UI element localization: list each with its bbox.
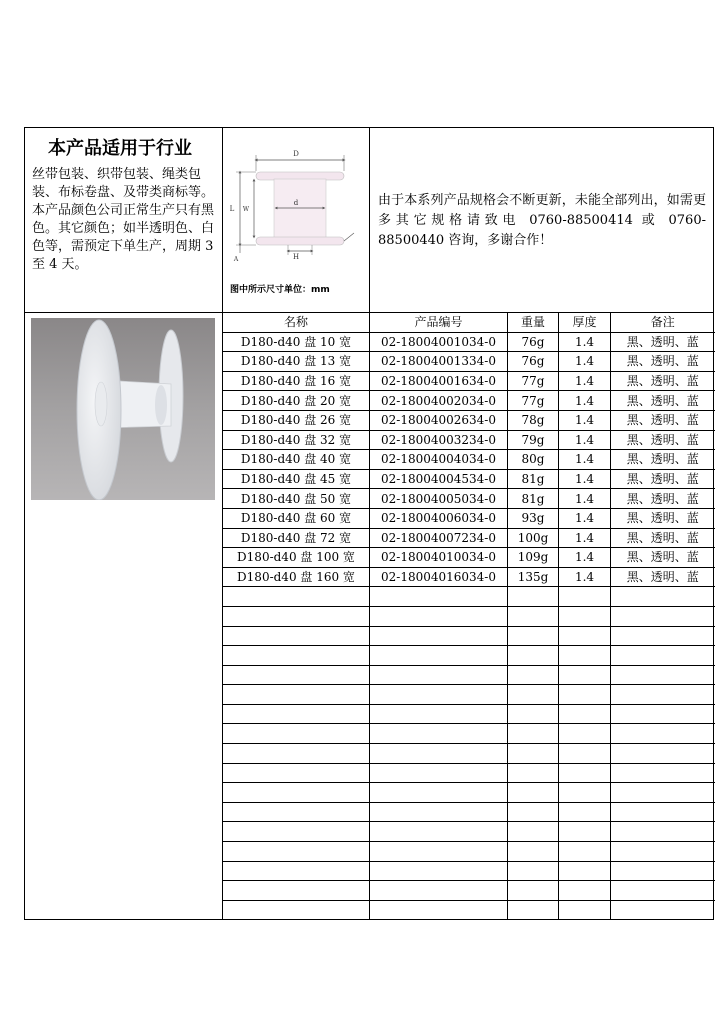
cell-weight bbox=[508, 881, 559, 901]
table-row bbox=[223, 567, 715, 587]
cell-remarks bbox=[611, 626, 715, 646]
cell-remarks: 黑、透明、蓝 bbox=[611, 508, 715, 528]
cell-name bbox=[223, 842, 370, 862]
cell-code bbox=[370, 606, 508, 626]
table-row bbox=[223, 489, 715, 509]
cell-name bbox=[223, 646, 370, 666]
cell-name: D180-d40 盘 13 宽 bbox=[223, 352, 370, 372]
cell-weight: 93g bbox=[508, 508, 559, 528]
cell-remarks bbox=[611, 763, 715, 783]
cell-code: 02-18004004534-0 bbox=[370, 469, 508, 489]
cell-thickness bbox=[559, 724, 611, 744]
cell-code bbox=[370, 587, 508, 607]
cell-code bbox=[370, 744, 508, 764]
cell-remarks: 黑、透明、蓝 bbox=[611, 410, 715, 430]
cell-thickness bbox=[559, 646, 611, 666]
table-row bbox=[223, 763, 715, 783]
cell-remarks: 黑、透明、蓝 bbox=[611, 371, 715, 391]
cell-thickness: 1.4 bbox=[559, 332, 611, 352]
cell-weight: 100g bbox=[508, 528, 559, 548]
cell-remarks bbox=[611, 587, 715, 607]
cell-weight bbox=[508, 900, 559, 919]
header-weight: 重量 bbox=[508, 313, 559, 332]
cell-remarks: 黑、透明、蓝 bbox=[611, 430, 715, 450]
table-row bbox=[223, 410, 715, 430]
cell-name: D180-d40 盘 160 宽 bbox=[223, 567, 370, 587]
cell-weight bbox=[508, 665, 559, 685]
table-row bbox=[223, 881, 715, 901]
cell-name bbox=[223, 626, 370, 646]
table-row bbox=[223, 391, 715, 411]
cell-remarks: 黑、透明、蓝 bbox=[611, 528, 715, 548]
cell-name bbox=[223, 587, 370, 607]
cell-code bbox=[370, 861, 508, 881]
cell-name bbox=[223, 861, 370, 881]
cell-thickness: 1.4 bbox=[559, 528, 611, 548]
header-code: 产品编号 bbox=[370, 313, 508, 332]
cell-name bbox=[223, 900, 370, 919]
cell-thickness: 1.4 bbox=[559, 391, 611, 411]
cell-thickness bbox=[559, 763, 611, 783]
cell-thickness: 1.4 bbox=[559, 450, 611, 470]
cell-weight: 76g bbox=[508, 352, 559, 372]
cell-remarks bbox=[611, 646, 715, 666]
cell-thickness: 1.4 bbox=[559, 489, 611, 509]
table-row bbox=[223, 626, 715, 646]
divider-diagram-notice bbox=[369, 127, 370, 313]
cell-name: D180-d40 盘 72 宽 bbox=[223, 528, 370, 548]
cell-thickness: 1.4 bbox=[559, 567, 611, 587]
cell-weight bbox=[508, 724, 559, 744]
table-row bbox=[223, 469, 715, 489]
table-row bbox=[223, 704, 715, 724]
table-row bbox=[223, 724, 715, 744]
cell-remarks bbox=[611, 802, 715, 822]
cell-thickness bbox=[559, 587, 611, 607]
table-row bbox=[223, 646, 715, 666]
cell-thickness: 1.4 bbox=[559, 469, 611, 489]
cell-weight: 80g bbox=[508, 450, 559, 470]
cell-thickness: 1.4 bbox=[559, 548, 611, 568]
cell-remarks: 黑、透明、蓝 bbox=[611, 567, 715, 587]
cell-remarks: 黑、透明、蓝 bbox=[611, 489, 715, 509]
cell-name: D180-d40 盘 40 宽 bbox=[223, 450, 370, 470]
cell-remarks: 黑、透明、蓝 bbox=[611, 332, 715, 352]
cell-weight bbox=[508, 587, 559, 607]
cell-name: D180-d40 盘 26 宽 bbox=[223, 410, 370, 430]
table-row bbox=[223, 861, 715, 881]
cell-code bbox=[370, 881, 508, 901]
cell-remarks bbox=[611, 665, 715, 685]
cell-thickness: 1.4 bbox=[559, 430, 611, 450]
hub-shape bbox=[274, 179, 326, 238]
table-row bbox=[223, 548, 715, 568]
cell-code bbox=[370, 842, 508, 862]
cell-thickness bbox=[559, 783, 611, 803]
cell-remarks bbox=[611, 704, 715, 724]
cell-weight bbox=[508, 802, 559, 822]
cell-remarks bbox=[611, 900, 715, 919]
spec-table bbox=[222, 313, 715, 919]
table-row bbox=[223, 802, 715, 822]
cell-code: 02-18004001034-0 bbox=[370, 332, 508, 352]
cell-remarks bbox=[611, 606, 715, 626]
header-remarks: 备注 bbox=[611, 313, 715, 332]
cell-code: 02-18004006034-0 bbox=[370, 508, 508, 528]
cell-code: 02-18004005034-0 bbox=[370, 489, 508, 509]
table-row bbox=[223, 783, 715, 803]
cell-remarks: 黑、透明、蓝 bbox=[611, 469, 715, 489]
cell-thickness bbox=[559, 606, 611, 626]
cell-code: 02-18004007234-0 bbox=[370, 528, 508, 548]
table-row bbox=[223, 508, 715, 528]
industry-description: 丝带包装、织带包装、绳类包装、布标卷盘、及带类商标等。本产品颜色公司正常生产只有黑色。其它颜色；如半透明色、白色等，需预定下单生产，周期 3 至 4 天。 bbox=[32, 167, 215, 272]
cell-remarks: 黑、透明、蓝 bbox=[611, 352, 715, 372]
cell-weight: 81g bbox=[508, 489, 559, 509]
cell-remarks: 黑、透明、蓝 bbox=[611, 391, 715, 411]
label-A: A bbox=[233, 256, 239, 263]
cell-weight: 135g bbox=[508, 567, 559, 587]
product-photo bbox=[31, 318, 215, 500]
cell-name bbox=[223, 606, 370, 626]
table-row bbox=[223, 430, 715, 450]
cell-thickness bbox=[559, 665, 611, 685]
cell-name: D180-d40 盘 45 宽 bbox=[223, 469, 370, 489]
cell-code bbox=[370, 704, 508, 724]
cell-code: 02-18004002034-0 bbox=[370, 391, 508, 411]
cell-thickness bbox=[559, 704, 611, 724]
cell-name: D180-d40 盘 16 宽 bbox=[223, 371, 370, 391]
cell-code bbox=[370, 665, 508, 685]
cell-thickness: 1.4 bbox=[559, 508, 611, 528]
cell-thickness bbox=[559, 626, 611, 646]
table-row bbox=[223, 450, 715, 470]
label-W: W bbox=[242, 206, 250, 213]
cell-name bbox=[223, 704, 370, 724]
cell-remarks bbox=[611, 685, 715, 705]
cell-weight: 81g bbox=[508, 469, 559, 489]
cell-weight bbox=[508, 783, 559, 803]
cell-code bbox=[370, 646, 508, 666]
cell-thickness bbox=[559, 802, 611, 822]
cell-code bbox=[370, 724, 508, 744]
cell-code bbox=[370, 900, 508, 919]
cell-weight bbox=[508, 685, 559, 705]
table-row bbox=[223, 822, 715, 842]
cell-name: D180-d40 盘 20 宽 bbox=[223, 391, 370, 411]
cell-weight: 76g bbox=[508, 332, 559, 352]
cell-name bbox=[223, 724, 370, 744]
cell-thickness: 1.4 bbox=[559, 371, 611, 391]
cell-code bbox=[370, 626, 508, 646]
header-thickness: 厚度 bbox=[559, 313, 611, 332]
cell-remarks bbox=[611, 881, 715, 901]
cell-thickness bbox=[559, 842, 611, 862]
header-name: 名称 bbox=[223, 313, 370, 332]
table-row bbox=[223, 606, 715, 626]
cell-name bbox=[223, 822, 370, 842]
table-row bbox=[223, 900, 715, 919]
table-row bbox=[223, 587, 715, 607]
cell-code bbox=[370, 783, 508, 803]
cell-code bbox=[370, 802, 508, 822]
cell-remarks: 黑、透明、蓝 bbox=[611, 548, 715, 568]
cell-name: D180-d40 盘 50 宽 bbox=[223, 489, 370, 509]
cell-thickness bbox=[559, 685, 611, 705]
diagram-caption: 图中所示尺寸单位：mm bbox=[230, 285, 330, 295]
label-H: H bbox=[292, 253, 300, 261]
table-row bbox=[223, 371, 715, 391]
cell-thickness bbox=[559, 900, 611, 919]
table-header-row bbox=[223, 313, 715, 332]
cell-code bbox=[370, 763, 508, 783]
cell-weight: 78g bbox=[508, 410, 559, 430]
cell-thickness bbox=[559, 744, 611, 764]
cell-weight: 77g bbox=[508, 371, 559, 391]
cell-weight bbox=[508, 861, 559, 881]
cell-remarks bbox=[611, 724, 715, 744]
cell-weight bbox=[508, 763, 559, 783]
cell-weight bbox=[508, 842, 559, 862]
cell-thickness: 1.4 bbox=[559, 352, 611, 372]
notice-text: 由于本系列产品规格会不断更新，未能全部列出，如需更多其它规格请致电 0760-88500414 或 0760-88500440 咨询，多谢合作！ bbox=[378, 193, 706, 248]
bottom-flange-shape bbox=[256, 237, 344, 245]
table-row bbox=[223, 352, 715, 372]
cell-weight bbox=[508, 646, 559, 666]
cell-thickness: 1.4 bbox=[559, 410, 611, 430]
table-row bbox=[223, 528, 715, 548]
cell-name bbox=[223, 881, 370, 901]
cell-weight bbox=[508, 822, 559, 842]
cell-name bbox=[223, 665, 370, 685]
industry-title: 本产品适用于行业 bbox=[48, 138, 192, 159]
table-row bbox=[223, 665, 715, 685]
cell-weight: 77g bbox=[508, 391, 559, 411]
cell-code: 02-18004002634-0 bbox=[370, 410, 508, 430]
table-row bbox=[223, 744, 715, 764]
cell-name: D180-d40 盘 60 宽 bbox=[223, 508, 370, 528]
table-row bbox=[223, 685, 715, 705]
cell-thickness bbox=[559, 822, 611, 842]
spool-dimension-diagram bbox=[226, 135, 366, 273]
cell-weight bbox=[508, 744, 559, 764]
cell-thickness bbox=[559, 861, 611, 881]
cell-weight bbox=[508, 704, 559, 724]
cell-code: 02-18004003234-0 bbox=[370, 430, 508, 450]
cell-code: 02-18004001334-0 bbox=[370, 352, 508, 372]
cell-remarks bbox=[611, 783, 715, 803]
cell-weight bbox=[508, 626, 559, 646]
label-D: D bbox=[293, 150, 299, 158]
cell-name: D180-d40 盘 32 宽 bbox=[223, 430, 370, 450]
table-row bbox=[223, 842, 715, 862]
label-d: d bbox=[293, 199, 299, 207]
cell-code bbox=[370, 685, 508, 705]
cell-weight bbox=[508, 606, 559, 626]
cell-weight: 109g bbox=[508, 548, 559, 568]
cell-remarks: 黑、透明、蓝 bbox=[611, 450, 715, 470]
cell-name bbox=[223, 763, 370, 783]
cell-name bbox=[223, 685, 370, 705]
cell-code bbox=[370, 822, 508, 842]
cell-name bbox=[223, 802, 370, 822]
cell-weight: 79g bbox=[508, 430, 559, 450]
cell-name: D180-d40 盘 10 宽 bbox=[223, 332, 370, 352]
table-row bbox=[223, 332, 715, 352]
cell-thickness bbox=[559, 881, 611, 901]
cell-code: 02-18004016034-0 bbox=[370, 567, 508, 587]
cell-name bbox=[223, 744, 370, 764]
cell-remarks bbox=[611, 744, 715, 764]
label-L: L bbox=[229, 205, 235, 213]
cell-code: 02-18004010034-0 bbox=[370, 548, 508, 568]
cell-code: 02-18004001634-0 bbox=[370, 371, 508, 391]
cell-remarks bbox=[611, 842, 715, 862]
cell-name bbox=[223, 783, 370, 803]
cell-code: 02-18004004034-0 bbox=[370, 450, 508, 470]
cell-remarks bbox=[611, 822, 715, 842]
cell-remarks bbox=[611, 861, 715, 881]
cell-name: D180-d40 盘 100 宽 bbox=[223, 548, 370, 568]
